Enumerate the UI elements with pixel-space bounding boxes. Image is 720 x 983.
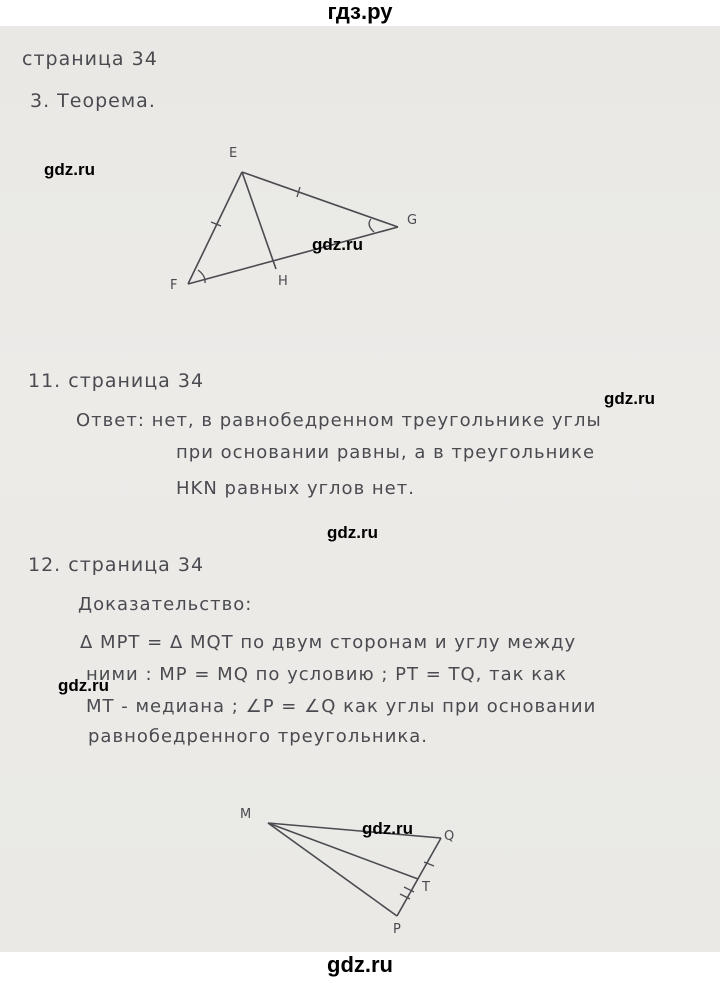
- label-h: H: [278, 274, 288, 289]
- answer-line-3: HKN равных углов нет.: [176, 478, 415, 499]
- site-footer[interactable]: gdz.ru: [327, 952, 393, 977]
- site-header[interactable]: гдз.ру: [327, 0, 393, 24]
- proof-title: Доказательство:: [78, 594, 253, 615]
- section-11-header: 11. страница 34: [28, 370, 205, 392]
- answer-line-2: при основании равны, а в треугольнике: [176, 442, 596, 463]
- notebook-sheet: [0, 26, 720, 952]
- triangle-mpq-figure: [0, 26, 720, 952]
- section-3-title: 3. Теорема.: [30, 90, 156, 112]
- label-t: T: [422, 880, 430, 895]
- proof-line-3: MT - медиана ; ∠P = ∠Q как углы при основании: [86, 696, 597, 717]
- side-qp: [397, 838, 441, 916]
- watermark-2: gdz.ru: [312, 235, 363, 254]
- proof-line-2: ними : MP = MQ по условию ; PT = TQ, так как: [86, 664, 567, 685]
- proof-line-1: Δ MPT = Δ MQT по двум сторонам и углу между: [80, 632, 577, 653]
- watermark-5: gdz.ru: [58, 676, 109, 695]
- proof-line-4: равнобедренного треугольника.: [88, 726, 429, 747]
- answer-line-1: Ответ: нет, в равнобедренном треугольнике углы: [76, 410, 602, 431]
- page-label-3: страница 34: [22, 48, 158, 70]
- section-12-header: 12. страница 34: [28, 554, 205, 576]
- watermark-4: gdz.ru: [327, 523, 378, 542]
- label-e: E: [229, 146, 238, 161]
- label-p: P: [393, 922, 401, 937]
- label-f: F: [170, 278, 178, 293]
- watermark-6: gdz.ru: [362, 819, 413, 838]
- side-mq: [268, 823, 441, 838]
- label-m: M: [240, 807, 252, 822]
- watermark-3: gdz.ru: [604, 389, 655, 408]
- label-g: G: [407, 213, 418, 228]
- label-q: Q: [444, 829, 455, 844]
- watermark-1: gdz.ru: [44, 160, 95, 179]
